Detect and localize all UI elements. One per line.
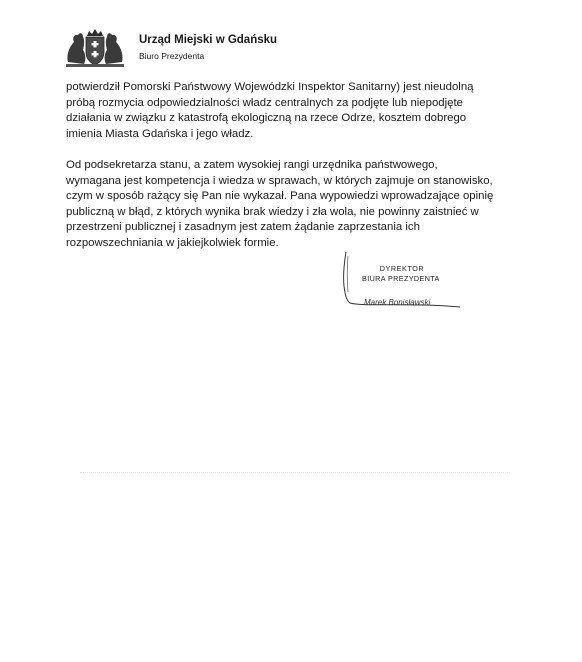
text-line: działania w związku z katastrofą ekologiczną na rzece Odrze, kosztem dobrego — [66, 112, 467, 125]
organization-unit: Biuro Prezydenta — [139, 51, 205, 61]
paragraph-2 — [66, 158, 514, 252]
paragraph-1 — [66, 80, 514, 142]
text-line: przestrzeni publicznej i zasadnym jest zatem żądanie zaprzestania ich — [66, 221, 420, 234]
text-line: wymagana jest kompetencja i wiedza w sprawach, w których zajmuje on stanowisko, — [66, 174, 493, 187]
text-line: publiczną w błąd, z których wynika brak wiedzy i zła wola, nie powinny zaistnieć w — [66, 205, 479, 218]
text-line: próbą rozmycia odpowiedzialności władz centralnych za podjęte lub niepodjęte — [66, 96, 464, 109]
text-line: Od podsekretarza stanu, a zatem wysokiej rangi urzędnika państwowego, — [66, 159, 438, 171]
text-line: imienia Miasta Gdańska i jego władz. — [66, 127, 254, 140]
text-line: potwierdził Pomorski Państwowy Wojewódzki Inspektor Sanitarny) jest nieudolną — [66, 81, 474, 93]
stamp-subtitle: BIURA PREZYDENTA — [362, 274, 440, 283]
organization-name: Urząd Miejski w Gdańsku — [139, 34, 278, 46]
text-line: rozpowszechniania w jakiejkolwiek formie. — [66, 236, 279, 249]
handwritten-signature — [330, 250, 470, 320]
gdansk-coat-of-arms-icon — [64, 28, 126, 68]
stamp-title: DYREKTOR — [379, 264, 425, 273]
page-divider — [80, 472, 510, 473]
text-line: czym w sposób rażący się Pan nie wykazał. Pana wypowiedzi wprowadzające opinię — [66, 190, 494, 203]
signatory-name: Marek Bonisławski — [364, 298, 431, 307]
letterhead — [64, 26, 364, 70]
signature-stamp — [330, 250, 470, 320]
